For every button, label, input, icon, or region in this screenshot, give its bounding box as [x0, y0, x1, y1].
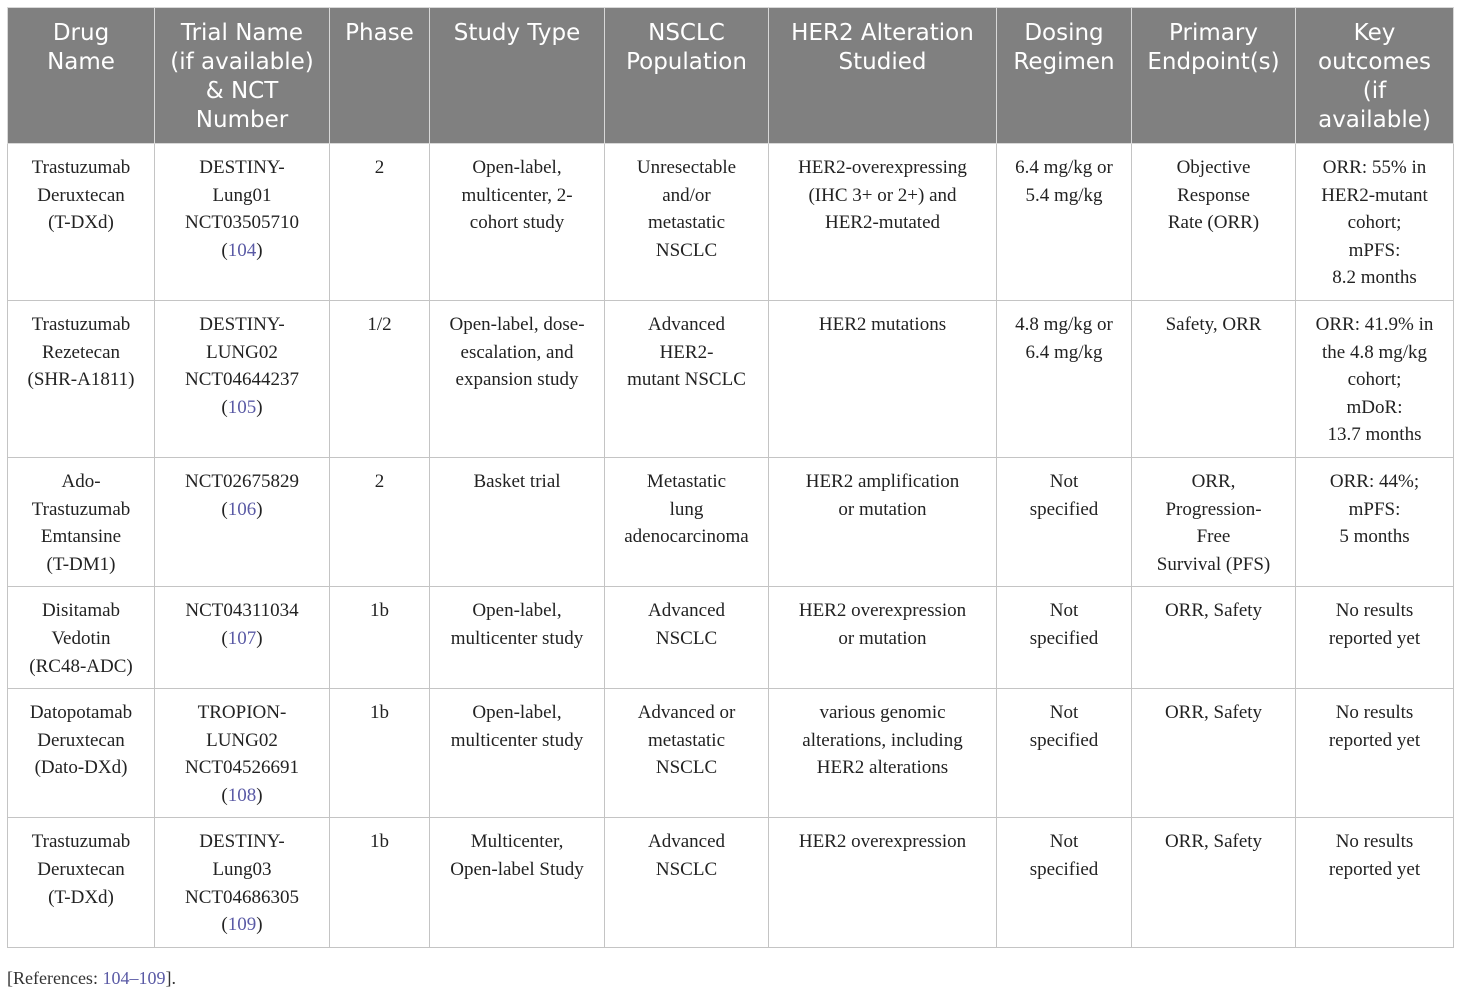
cell-study-type: Open-label, dose- escalation, and expansion study — [430, 300, 605, 457]
table-row — [8, 818, 1454, 947]
trial-text: DESTINY- LUNG02 NCT04644237 — [185, 313, 299, 391]
reference-link[interactable]: 108 — [227, 784, 257, 806]
trial-text: TROPION- LUNG02 NCT04526691 — [185, 702, 299, 779]
cell-population: Metastatic lung adenocarcinoma — [605, 457, 769, 586]
cell-endpoint: ORR, Safety — [1132, 818, 1296, 947]
cell-her2-alteration: various genomic alterations, including HER2 alterations — [769, 689, 997, 818]
header-phase: Phase — [330, 8, 430, 144]
cell-drug: Datopotamab Deruxtecan (Dato-DXd) — [8, 689, 155, 818]
table-row — [8, 457, 1454, 586]
reference-link[interactable]: 109 — [227, 914, 257, 936]
cell-endpoint: ORR, Safety — [1132, 689, 1296, 818]
cell-outcomes: No results reported yet — [1296, 689, 1454, 818]
cell-drug: Disitamab Vedotin (RC48-ADC) — [8, 587, 155, 689]
cell-population: Advanced NSCLC — [605, 818, 769, 947]
cell-dosing: Not specified — [997, 457, 1132, 586]
cell-trial: TROPION- LUNG02 NCT04526691 (108) — [155, 689, 330, 818]
cell-endpoint: ORR, Safety — [1132, 587, 1296, 689]
cell-phase: 2 — [330, 144, 430, 301]
cell-endpoint: Safety, ORR — [1132, 300, 1296, 457]
cell-drug: Ado- Trastuzumab Emtansine (T-DM1) — [8, 457, 155, 586]
trial-text: NCT02675829 — [185, 470, 299, 492]
cell-her2-alteration: HER2-overexpressing (IHC 3+ or 2+) and HER2-mutated — [769, 144, 997, 301]
reference-link[interactable]: 106 — [227, 498, 257, 520]
cell-her2-alteration: HER2 overexpression or mutation — [769, 587, 997, 689]
cell-population: Advanced or metastatic NSCLC — [605, 689, 769, 818]
table-container — [7, 7, 1453, 948]
cell-endpoint: Objective Response Rate (ORR) — [1132, 144, 1296, 301]
cell-her2-alteration: HER2 mutations — [769, 300, 997, 457]
cell-phase: 1b — [330, 587, 430, 689]
header-her2-alteration: HER2 Alteration Studied — [769, 8, 997, 144]
cell-outcomes: No results reported yet — [1296, 587, 1454, 689]
her2-adc-trials-table — [7, 7, 1454, 948]
header-trial-name: Trial Name (if available) & NCT Number — [155, 8, 330, 144]
header-key-outcomes: Key outcomes (if available) — [1296, 8, 1454, 144]
table-row — [8, 144, 1454, 301]
cell-trial: DESTINY- Lung03 NCT04686305 (109) — [155, 818, 330, 947]
cell-study-type: Basket trial — [430, 457, 605, 586]
trial-text: DESTINY- Lung01 NCT03505710 — [185, 157, 299, 234]
header-row — [8, 8, 1454, 144]
cell-dosing: Not specified — [997, 818, 1132, 947]
references-footnote — [7, 968, 176, 989]
trial-text: NCT04311034 — [185, 600, 299, 622]
cell-outcomes: ORR: 41.9% in the 4.8 mg/kg cohort; mDoR: 13.7 months — [1296, 300, 1454, 457]
header-dosing-regimen: Dosing Regimen — [997, 8, 1132, 144]
cell-trial: NCT04311034 (107) — [155, 587, 330, 689]
footnote-prefix: [References: — [7, 968, 103, 988]
cell-population: Advanced NSCLC — [605, 587, 769, 689]
cell-outcomes: No results reported yet — [1296, 818, 1454, 947]
reference-link[interactable]: 104 — [227, 239, 257, 261]
header-study-type: Study Type — [430, 8, 605, 144]
cell-trial: DESTINY- Lung01 NCT03505710 (104) — [155, 144, 330, 301]
cell-dosing: 6.4 mg/kg or 5.4 mg/kg — [997, 144, 1132, 301]
cell-her2-alteration: HER2 amplification or mutation — [769, 457, 997, 586]
cell-trial: NCT02675829 (106) — [155, 457, 330, 586]
cell-drug: Trastuzumab Deruxtecan (T-DXd) — [8, 144, 155, 301]
cell-population: Advanced HER2- mutant NSCLC — [605, 300, 769, 457]
cell-study-type: Open-label, multicenter study — [430, 587, 605, 689]
cell-dosing: 4.8 mg/kg or 6.4 mg/kg — [997, 300, 1132, 457]
cell-study-type: Multicenter, Open-label Study — [430, 818, 605, 947]
cell-her2-alteration: HER2 overexpression — [769, 818, 997, 947]
trial-text: DESTINY- Lung03 NCT04686305 — [185, 831, 299, 908]
header-primary-endpoints: Primary Endpoint(s) — [1132, 8, 1296, 144]
cell-trial: DESTINY- LUNG02 NCT04644237 (105) — [155, 300, 330, 457]
header-drug-name: Drug Name — [8, 8, 155, 144]
cell-phase: 2 — [330, 457, 430, 586]
cell-drug: Trastuzumab Deruxtecan (T-DXd) — [8, 818, 155, 947]
cell-outcomes: ORR: 55% in HER2-mutant cohort; mPFS: 8.2 months — [1296, 144, 1454, 301]
footnote-suffix: ]. — [165, 968, 176, 988]
cell-phase: 1/2 — [330, 300, 430, 457]
references-link[interactable]: 104–109 — [102, 968, 166, 988]
cell-study-type: Open-label, multicenter, 2- cohort study — [430, 144, 605, 301]
reference-link[interactable]: 105 — [227, 396, 257, 418]
cell-dosing: Not specified — [997, 689, 1132, 818]
cell-study-type: Open-label, multicenter study — [430, 689, 605, 818]
cell-outcomes: ORR: 44%; mPFS: 5 months — [1296, 457, 1454, 586]
cell-endpoint: ORR, Progression- Free Survival (PFS) — [1132, 457, 1296, 586]
header-nsclc-population: NSCLC Population — [605, 8, 769, 144]
cell-population: Unresectable and/or metastatic NSCLC — [605, 144, 769, 301]
cell-phase: 1b — [330, 818, 430, 947]
table-row — [8, 300, 1454, 457]
cell-dosing: Not specified — [997, 587, 1132, 689]
cell-phase: 1b — [330, 689, 430, 818]
reference-link[interactable]: 107 — [227, 627, 257, 649]
table-row — [8, 587, 1454, 689]
table-row — [8, 689, 1454, 818]
cell-drug: Trastuzumab Rezetecan (SHR-A1811) — [8, 300, 155, 457]
